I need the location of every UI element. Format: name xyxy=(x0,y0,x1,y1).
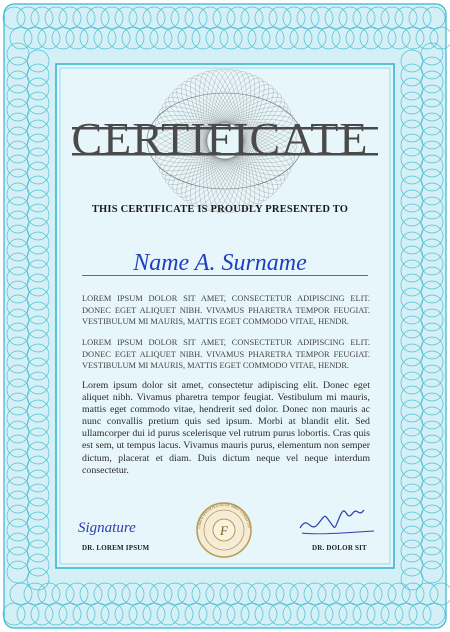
description-paragraph-2: LOREM IPSUM DOLOR SIT AMET, CONSECTETUR ADIPISCING ELIT. DONEC EGET ALIQUET NIBH. VIVAMUS PHARETRA TEMPOR FEUGIAT. VESTIBULUM MI MAURIS, MATTIS EGET COMMODO VITAE, HENDR. xyxy=(82,338,370,371)
certificate-title: CERTIFICATE xyxy=(71,113,369,164)
name-underline xyxy=(82,275,368,276)
description-paragraph-1: LOREM IPSUM DOLOR SIT AMET, CONSECTETUR ADIPISCING ELIT. DONEC EGET ALIQUET NIBH. VIVAMUS PHARETRA TEMPOR FEUGIAT. VESTIBULUM MI MAURIS, MATTIS EGET COMMODO VITAE, HENDR. xyxy=(82,294,370,327)
body-paragraph: Lorem ipsum dolor sit amet, consectetur adipiscing elit. Donec eget aliquet nibh. Vivamus pharetra tempor feugiat. Vestibulum mi mauris, mattis eget commodo vitae, hendrerit sed dolor. Donec non mauris ac nunc convallis pretium quis sed ipsum. Morbi at blandit elit. Sed ullamcorper dui id purus scelerisque vel rutrum purus lobortis. Cras quis est sem, ut tempus lacus. Vivamus mauris purus, elementum non semper dictum, placerat et diam. Duis dictum neque vel neque interdum consectetur. xyxy=(82,380,370,476)
signature-left: Signature xyxy=(78,520,136,536)
presented-to-text: THIS CERTIFICATE IS PROUDLY PRESENTED TO xyxy=(91,204,349,215)
signer-left-name: DR. LOREM IPSUM xyxy=(82,544,150,552)
seal-letter: F xyxy=(220,523,228,538)
signer-right-name: DR. DOLOR SIT xyxy=(312,544,367,552)
recipient-name: Name A. Surname xyxy=(133,250,307,276)
seal-ring-text: LOREM IPSUM DOLOR SIT AMET CONSECTET xyxy=(197,502,251,530)
